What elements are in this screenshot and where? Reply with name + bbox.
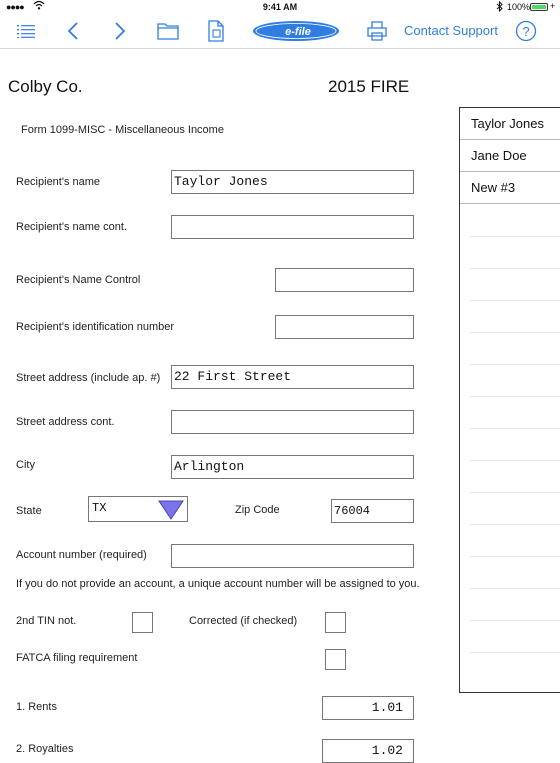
list-icon[interactable] [14, 14, 38, 48]
corrected-label: Corrected (if checked) [189, 615, 298, 627]
street-field[interactable]: 22 First Street [171, 365, 414, 389]
tin-checkbox[interactable] [132, 612, 153, 633]
street-cont-label: Street address cont. [16, 416, 115, 428]
company-name: Colby Co. [8, 77, 83, 96]
recipient-list-item[interactable]: Taylor Jones [460, 108, 560, 140]
rents-field[interactable]: 1.01 [322, 696, 414, 720]
account-note: If you do not provide an account, a unique account number will be assigned to you. [16, 578, 420, 590]
contact-support-link[interactable]: Contact Support [404, 23, 498, 38]
file-title: 2015 FIRE [328, 77, 410, 96]
status-bar [0, 0, 560, 14]
help-icon[interactable] [514, 14, 538, 48]
list-divider [470, 524, 560, 525]
list-divider [470, 332, 560, 333]
recipient-name-cont-field[interactable] [171, 215, 414, 239]
charging-icon: + [550, 1, 556, 11]
list-divider [470, 364, 560, 365]
recipient-name-label: Recipient's name [16, 176, 101, 188]
recipient-list [459, 107, 560, 693]
royalties-label: 2. Royalties [16, 743, 74, 755]
royalties-field[interactable]: 1.02 [322, 739, 414, 763]
city-label: City [16, 459, 35, 471]
signal-indicator: ●●●● [6, 2, 24, 12]
list-divider [470, 300, 560, 301]
list-divider [470, 620, 560, 621]
rents-label: 1. Rents [16, 701, 57, 713]
list-divider [470, 652, 560, 653]
id-number-label: Recipient's identification number [16, 321, 175, 333]
state-select[interactable] [88, 496, 188, 522]
list-divider [470, 460, 560, 461]
list-divider [470, 428, 560, 429]
list-divider [470, 236, 560, 237]
street-label: Street address (include ap. #) [16, 372, 161, 384]
account-field[interactable] [171, 544, 414, 568]
name-control-label: Recipient's Name Control [16, 274, 141, 286]
name-control-field[interactable] [275, 268, 414, 292]
street-cont-field[interactable] [171, 410, 414, 434]
list-divider [470, 556, 560, 557]
folder-icon[interactable] [156, 14, 180, 48]
state-value: TX [92, 501, 107, 515]
printer-icon[interactable] [365, 14, 389, 48]
efile-label: e-file [285, 26, 311, 38]
battery-icon [530, 3, 548, 11]
city-field[interactable]: Arlington [171, 455, 414, 479]
corrected-checkbox[interactable] [325, 612, 346, 633]
zip-field[interactable]: 76004 [331, 499, 414, 523]
dropdown-arrow-icon[interactable] [158, 500, 184, 525]
fatca-checkbox[interactable] [325, 649, 346, 670]
clock: 9:41 AM [262, 2, 298, 12]
bluetooth-icon [496, 1, 503, 14]
fatca-label: FATCA filing requirement [16, 652, 138, 664]
recipient-name-field[interactable]: Taylor Jones [171, 170, 414, 194]
recipient-list-item[interactable]: Jane Doe [460, 140, 560, 172]
tin-label: 2nd TIN not. [16, 615, 77, 627]
battery-percent: 100% [507, 2, 531, 12]
recipient-name-cont-label: Recipient's name cont. [16, 221, 127, 233]
list-divider [470, 588, 560, 589]
account-label: Account number (required) [16, 549, 147, 561]
zip-label: Zip Code [235, 504, 280, 516]
recipient-list-item[interactable]: New #3 [460, 172, 560, 204]
form-title: Form 1099-MISC - Miscellaneous Income [21, 124, 224, 136]
document-icon[interactable] [204, 14, 228, 48]
id-number-field[interactable] [275, 315, 414, 339]
efile-logo[interactable] [252, 20, 340, 42]
list-divider [470, 268, 560, 269]
list-divider [470, 396, 560, 397]
list-divider [470, 492, 560, 493]
forward-icon[interactable] [109, 14, 131, 48]
back-icon[interactable] [62, 14, 84, 48]
help-label: ? [522, 24, 530, 39]
toolbar [0, 14, 560, 49]
state-label: State [16, 505, 42, 517]
